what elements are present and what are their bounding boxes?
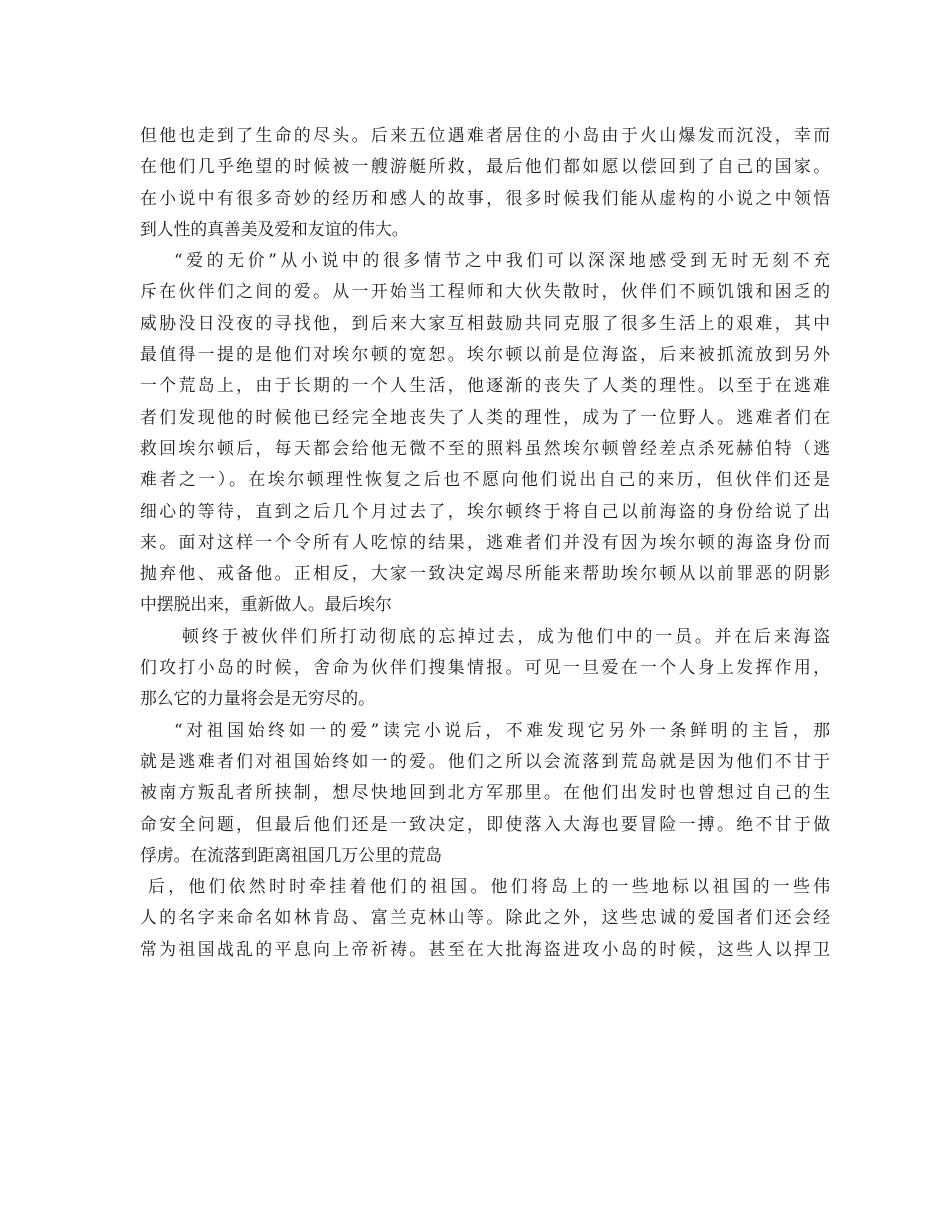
text-line: 人的名字来命名如林肯岛、富兰克林山等。除此之外，这些忠诚的爱国者们还会经 [140,907,830,928]
text-line: 细心的等待，直到之后几个月过去了，埃尔顿终于将自己以前海盗的身份给说了出 [140,500,830,521]
text-line: “爱的无价”从小说中的很多情节之中我们可以深深地感受到无时无刻不充 [174,250,830,271]
text-line: 难者之一）。在埃尔顿理性恢复之后也不愿向他们说出自己的来历，但伙伴们还是 [140,469,830,490]
text-line: 最值得一提的是他们对埃尔顿的宽恕。埃尔顿以前是位海盗，后来被抓流放到另外 [140,344,830,365]
text-line: 但他也走到了生命的尽头。后来五位遇难者居住的小岛由于火山爆发而沉没，幸而 [140,125,830,145]
text-line: 一个荒岛上，由于长期的一个人生活，他逐渐的丧失了人类的理性。以至于在逃难 [140,375,830,396]
text-line: 在小说中有很多奇妙的经历和感人的故事，很多时候我们能从虚构的小说之中领悟 [140,187,830,208]
text-line: 命安全问题，但最后他们还是一致决定，即使落入大海也要冒险一搏。绝不甘于做 [140,813,830,834]
text-line: 常为祖国战乱的平息向上帝祈祷。甚至在大批海盗进攻小岛的时候，这些人以捍卫 [140,938,830,959]
text-line: 俘虏。在流落到距离祖国几万公里的荒岛 [140,844,443,865]
text-line: 顿终于被伙伴们所打动彻底的忘掉过去，成为他们中的一员。并在后来海盗 [182,625,830,646]
text-line: 后，他们依然时时牵挂着他们的祖国。他们将岛上的一些地标以祖国的一些伟 [148,876,830,897]
text-line: 者们发现他的时候他已经完全地丧失了人类的理性，成为了一位野人。逃难者们在 [140,406,830,427]
text-line: 就是逃难者们对祖国始终如一的爱。他们之所以会流落到荒岛就是因为他们不甘于 [140,750,830,771]
text-line: 们攻打小岛的时候，舍命为伙伴们搜集情报。可见一旦爱在一个人身上发挥作用， [140,657,830,678]
text-line: 救回埃尔顿后，每天都会给他无微不至的照料虽然埃尔顿曾经差点杀死赫伯特（逃 [140,437,830,458]
text-line: 那么它的力量将会是无穷尽的。 [140,688,375,709]
text-line: 到人性的真善美及爱和友谊的伟大。 [140,218,409,239]
text-line: 被南方叛乱者所挟制，想尽快地回到北方军那里。在他们出发时也曾想过自己的生 [140,782,830,803]
text-line: 威胁没日没夜的寻找他，到后来大家互相鼓励共同克服了很多生活上的艰难，其中 [140,312,830,333]
text-line: “对祖国始终如一的爱”读完小说后，不难发现它另外一条鲜明的主旨，那 [174,719,830,740]
text-line: 斥在伙伴们之间的爱。从一开始当工程师和大伙失散时，伙伴们不顾饥饿和困乏的 [140,281,830,302]
text-line: 来。面对这样一个令所有人吃惊的结果，逃难者们并没有因为埃尔顿的海盗身份而 [140,531,830,552]
text-line: 在他们几乎绝望的时候被一艘游艇所救，最后他们都如愿以偿回到了自己的国家。 [140,156,830,177]
text-line: 中摆脱出来，重新做人。最后埃尔 [140,594,392,615]
document-body [140,120,830,965]
text-line: 抛弃他、戒备他。正相反，大家一致决定竭尽所能来帮助埃尔顿从以前罪恶的阴影 [140,563,830,584]
